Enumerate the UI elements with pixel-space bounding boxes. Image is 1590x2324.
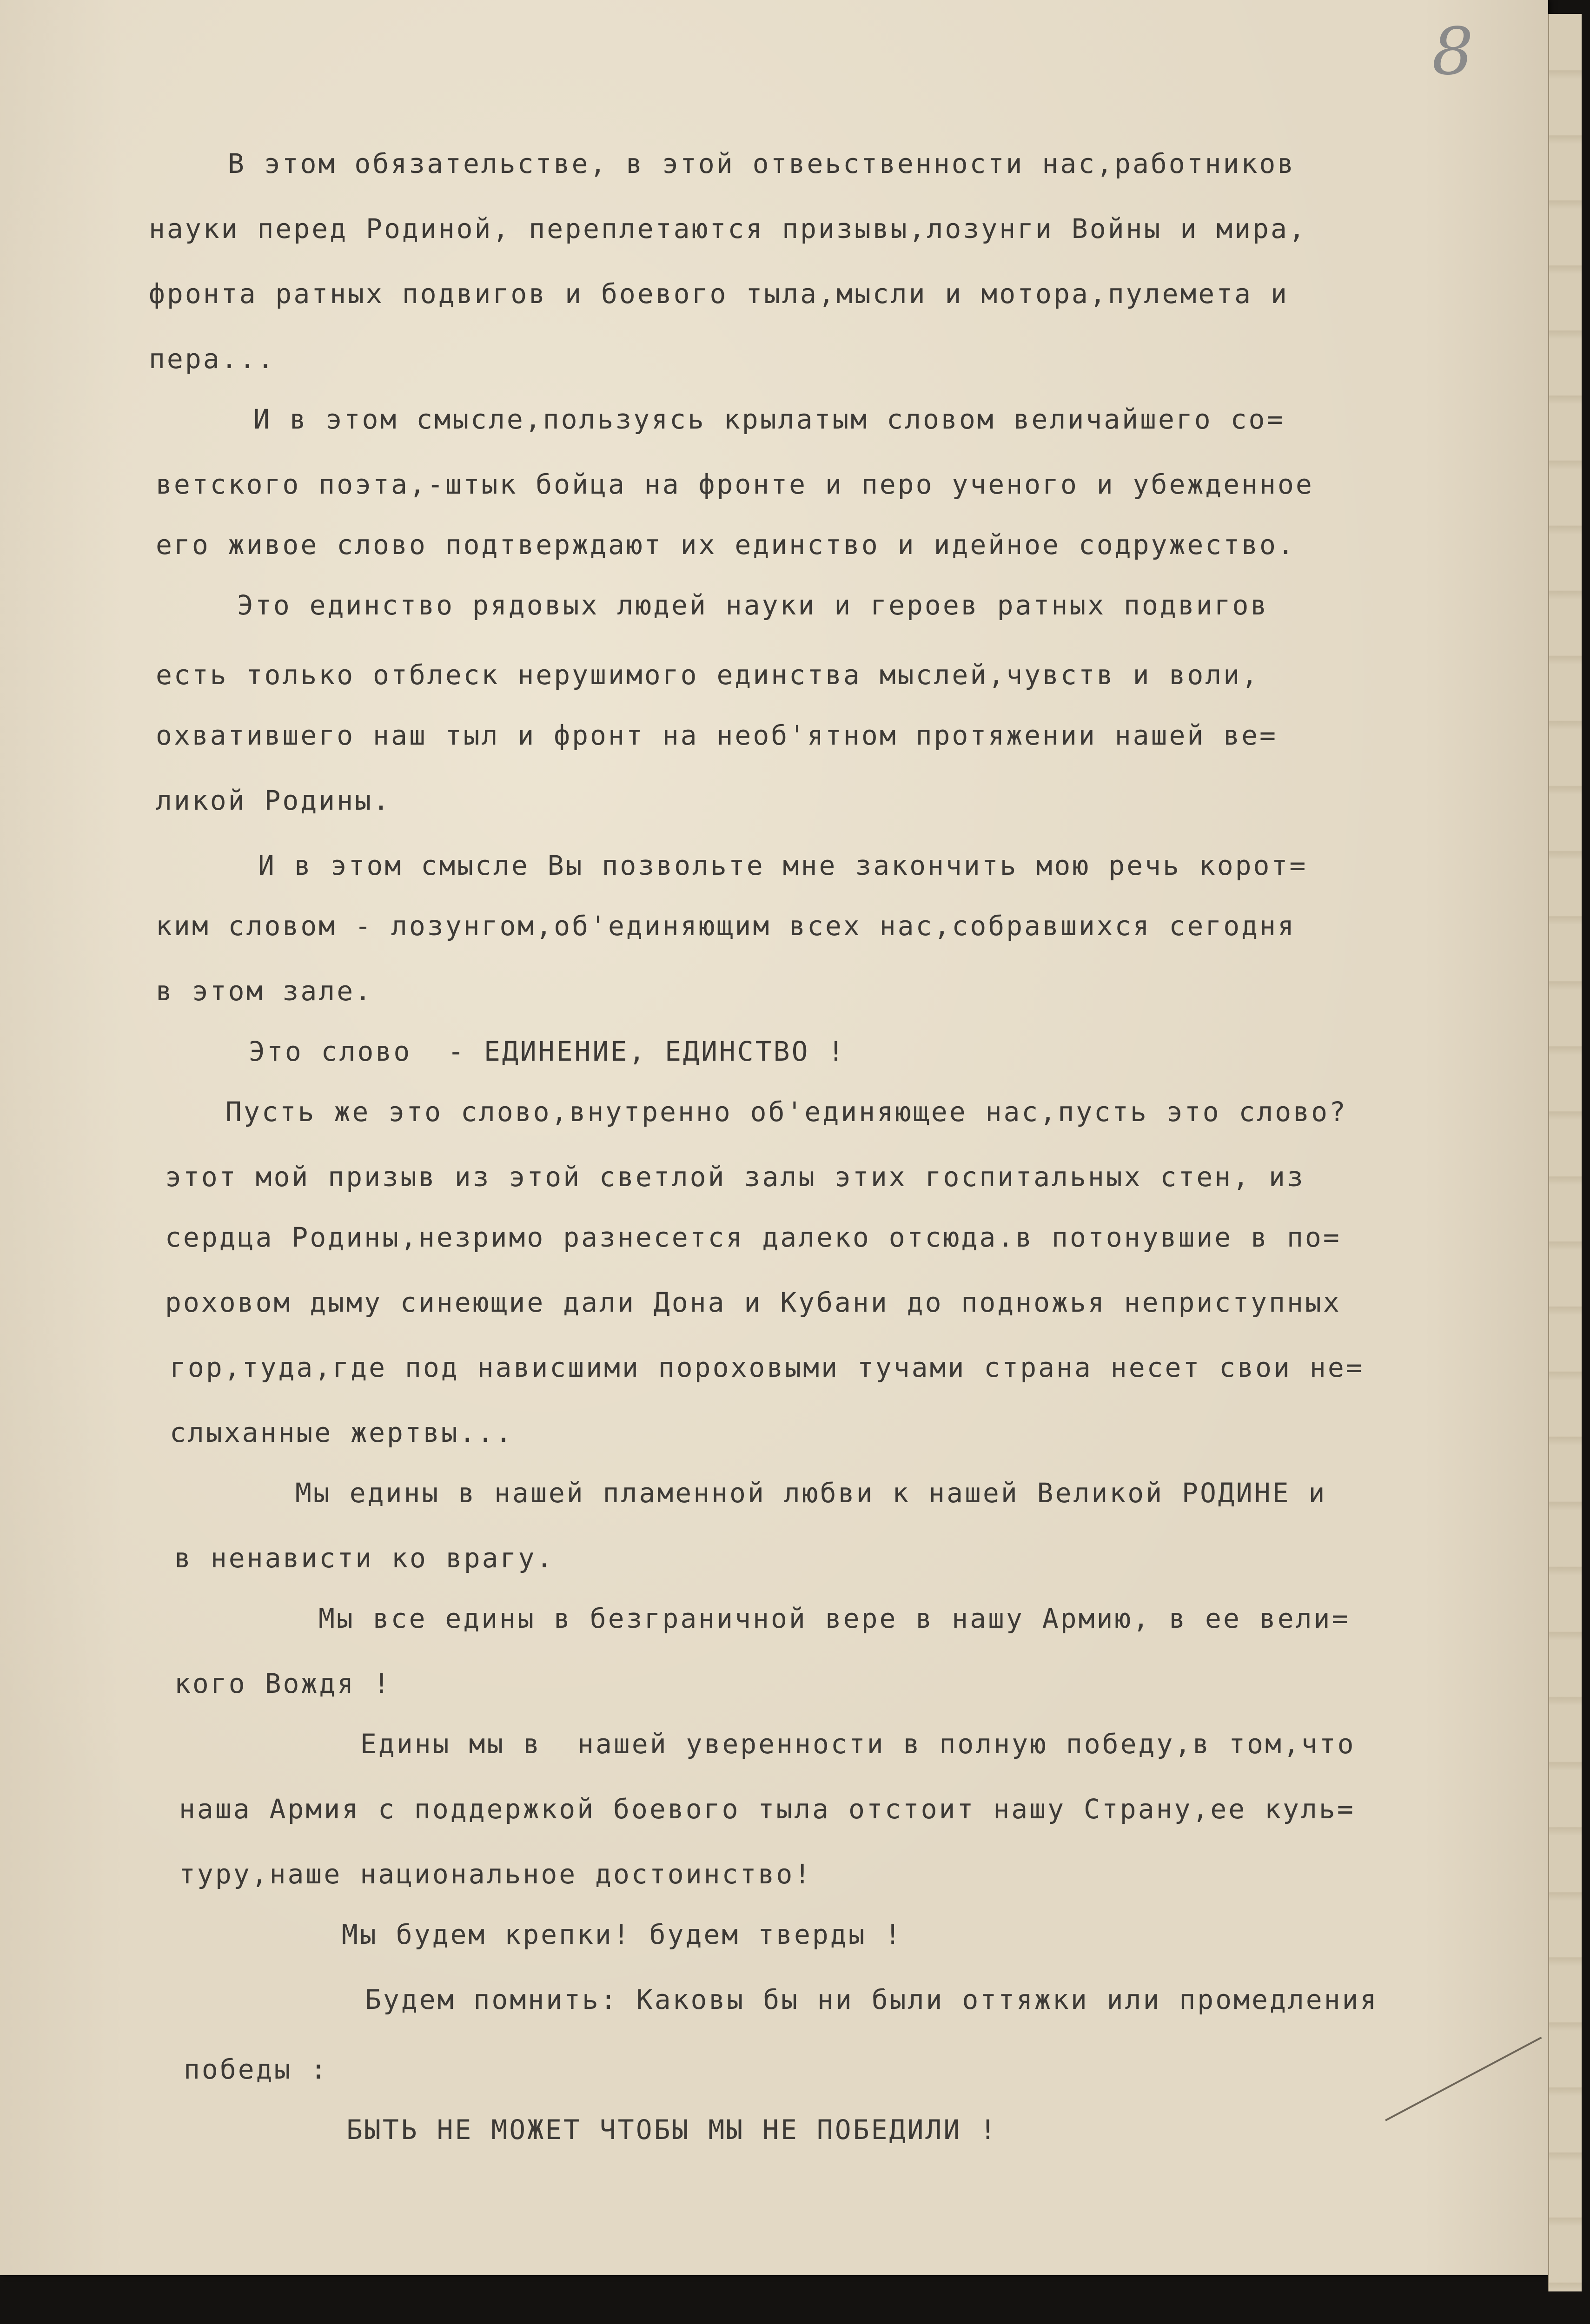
text-line: Это слово - ЕДИНЕНИЕ, ЕДИНСТВО !	[249, 1036, 846, 1067]
text-line: гор,туда,где под нависшими пороховыми тучами страна несет свои не=	[170, 1352, 1364, 1383]
page-fold-crease	[1385, 2037, 1542, 2121]
text-line: есть только отблеск нерушимого единства мыслей,чувств и воли,	[156, 659, 1260, 691]
text-line: науки перед Родиной, переплетаются призывы,лозунги Войны и мира,	[149, 213, 1307, 244]
text-line: сердца Родины,незримо разнесется далеко отсюда.в потонувшие в по=	[165, 1221, 1341, 1253]
text-line: кого Вождя !	[174, 1668, 392, 1699]
text-line: БЫТЬ НЕ МОЖЕТ ЧТОБЫ МЫ НЕ ПОБЕДИЛИ !	[346, 2114, 998, 2146]
text-line: наша Армия с поддержкой боевого тыла отстоит нашу Страну,ее куль=	[179, 1793, 1355, 1825]
text-line: охватившего наш тыл и фронт на необ'ятном протяжении нашей ве=	[156, 720, 1278, 751]
text-line: в этом зале.	[156, 975, 373, 1007]
text-line: Пусть же это слово,внутренно об'единяющее нас,пусть это слово?	[225, 1096, 1347, 1128]
text-line: ликой Родины.	[156, 785, 391, 816]
text-line: фронта ратных подвигов и боевого тыла,мысли и мотора,пулемета и	[149, 278, 1289, 310]
text-line: ветского поэта,-штык бойца на фронте и перо ученого и убежденное	[156, 469, 1314, 500]
text-line: пера...	[149, 343, 276, 375]
text-line: ким словом - лозунгом,об'единяющим всех нас,собравшихся сегодня	[156, 910, 1296, 942]
text-line: роховом дыму синеющие дали Дона и Кубани до подножья неприступных	[165, 1287, 1341, 1318]
text-line: его живое слово подтверждают их единство и идейное содружество.	[156, 529, 1296, 561]
text-line: Будем помнить: Каковы бы ни были оттяжки или промедления	[365, 1984, 1378, 2015]
page-stack-edge	[1548, 14, 1582, 2291]
text-line: туру,наше национальное достоинство!	[179, 1858, 813, 1890]
text-line: Едины мы в нашей уверенности в полную победу,в том,что	[360, 1728, 1356, 1760]
page-number: 8	[1432, 14, 1474, 90]
text-line: этот мой призыв из этой светлой залы этих госпитальных стен, из	[165, 1161, 1305, 1193]
text-line: И в этом смысле Вы позвольте мне закончить мою речь корот=	[258, 850, 1308, 881]
text-line: Мы едины в нашей пламенной любви к нашей Великой РОДИНЕ и	[295, 1477, 1327, 1509]
text-line: В этом обязательстве, в этой отвеьственности нас,работников	[228, 148, 1296, 179]
text-line: И в этом смысле,пользуясь крылатым словом величайшего со=	[253, 403, 1285, 435]
text-line: Мы все едины в безграничной вере в нашу Армию, в ее вели=	[318, 1603, 1350, 1634]
text-line: Мы будем крепки! будем тверды !	[342, 1919, 903, 1950]
text-line: в ненависти ко врагу.	[174, 1542, 555, 1574]
text-line: Это единство рядовых людей науки и героев ратных подвигов	[237, 589, 1269, 621]
text-line: победы :	[184, 2053, 329, 2085]
text-line: слыханные жертвы...	[170, 1417, 514, 1448]
